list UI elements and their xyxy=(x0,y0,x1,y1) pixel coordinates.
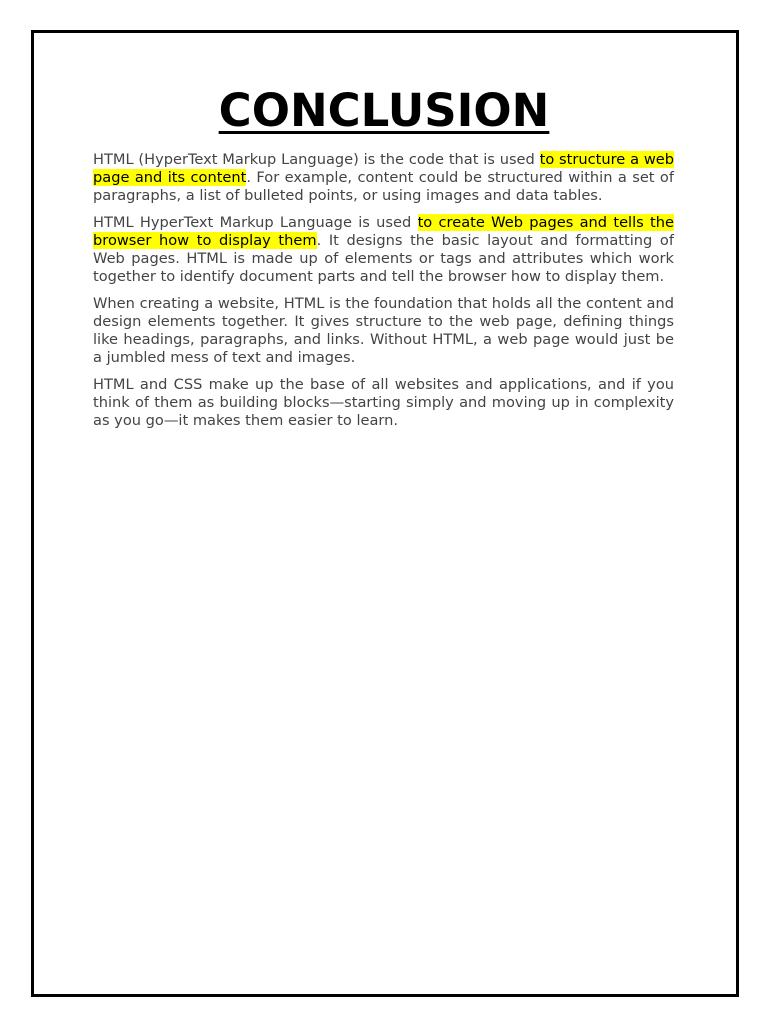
document-body xyxy=(93,151,674,439)
page-title-text: CONCLUSION xyxy=(218,84,550,137)
paragraph-1 xyxy=(93,151,674,205)
paragraph-2 xyxy=(93,214,674,286)
paragraph-2-highlight: to create Web pages and tells the browser how to display them xyxy=(93,214,675,249)
page-title xyxy=(0,84,768,138)
paragraph-1-highlight: to structure a web page and its content xyxy=(93,151,675,186)
paragraph-2-text-start: HTML HyperText Markup Language is used xyxy=(93,214,418,231)
paragraph-3: When creating a website, HTML is the foundation that holds all the content and design elements together. It gives structure to the web page, defining things like headings, paragraphs, and links. Without HTML, a web page would just be a jumbled mess of text and images. xyxy=(93,295,674,366)
paragraph-1-text-start: HTML (HyperText Markup Language) is the code that is used xyxy=(93,151,540,168)
paragraph-2-text-end: . It designs the basic layout and formatting of Web pages. HTML is made up of elements or tags and attributes which work together to identify document parts and tell the browser how to display them. xyxy=(93,232,674,285)
paragraph-4: HTML and CSS make up the base of all websites and applications, and if you think of them as building blocks—starting simply and moving up in complexity as you go—it makes them easier to learn. xyxy=(93,376,674,429)
paragraph-1-text-end: . For example, content could be structured within a set of paragraphs, a list of bulleted points, or using images and data tables. xyxy=(93,169,674,204)
